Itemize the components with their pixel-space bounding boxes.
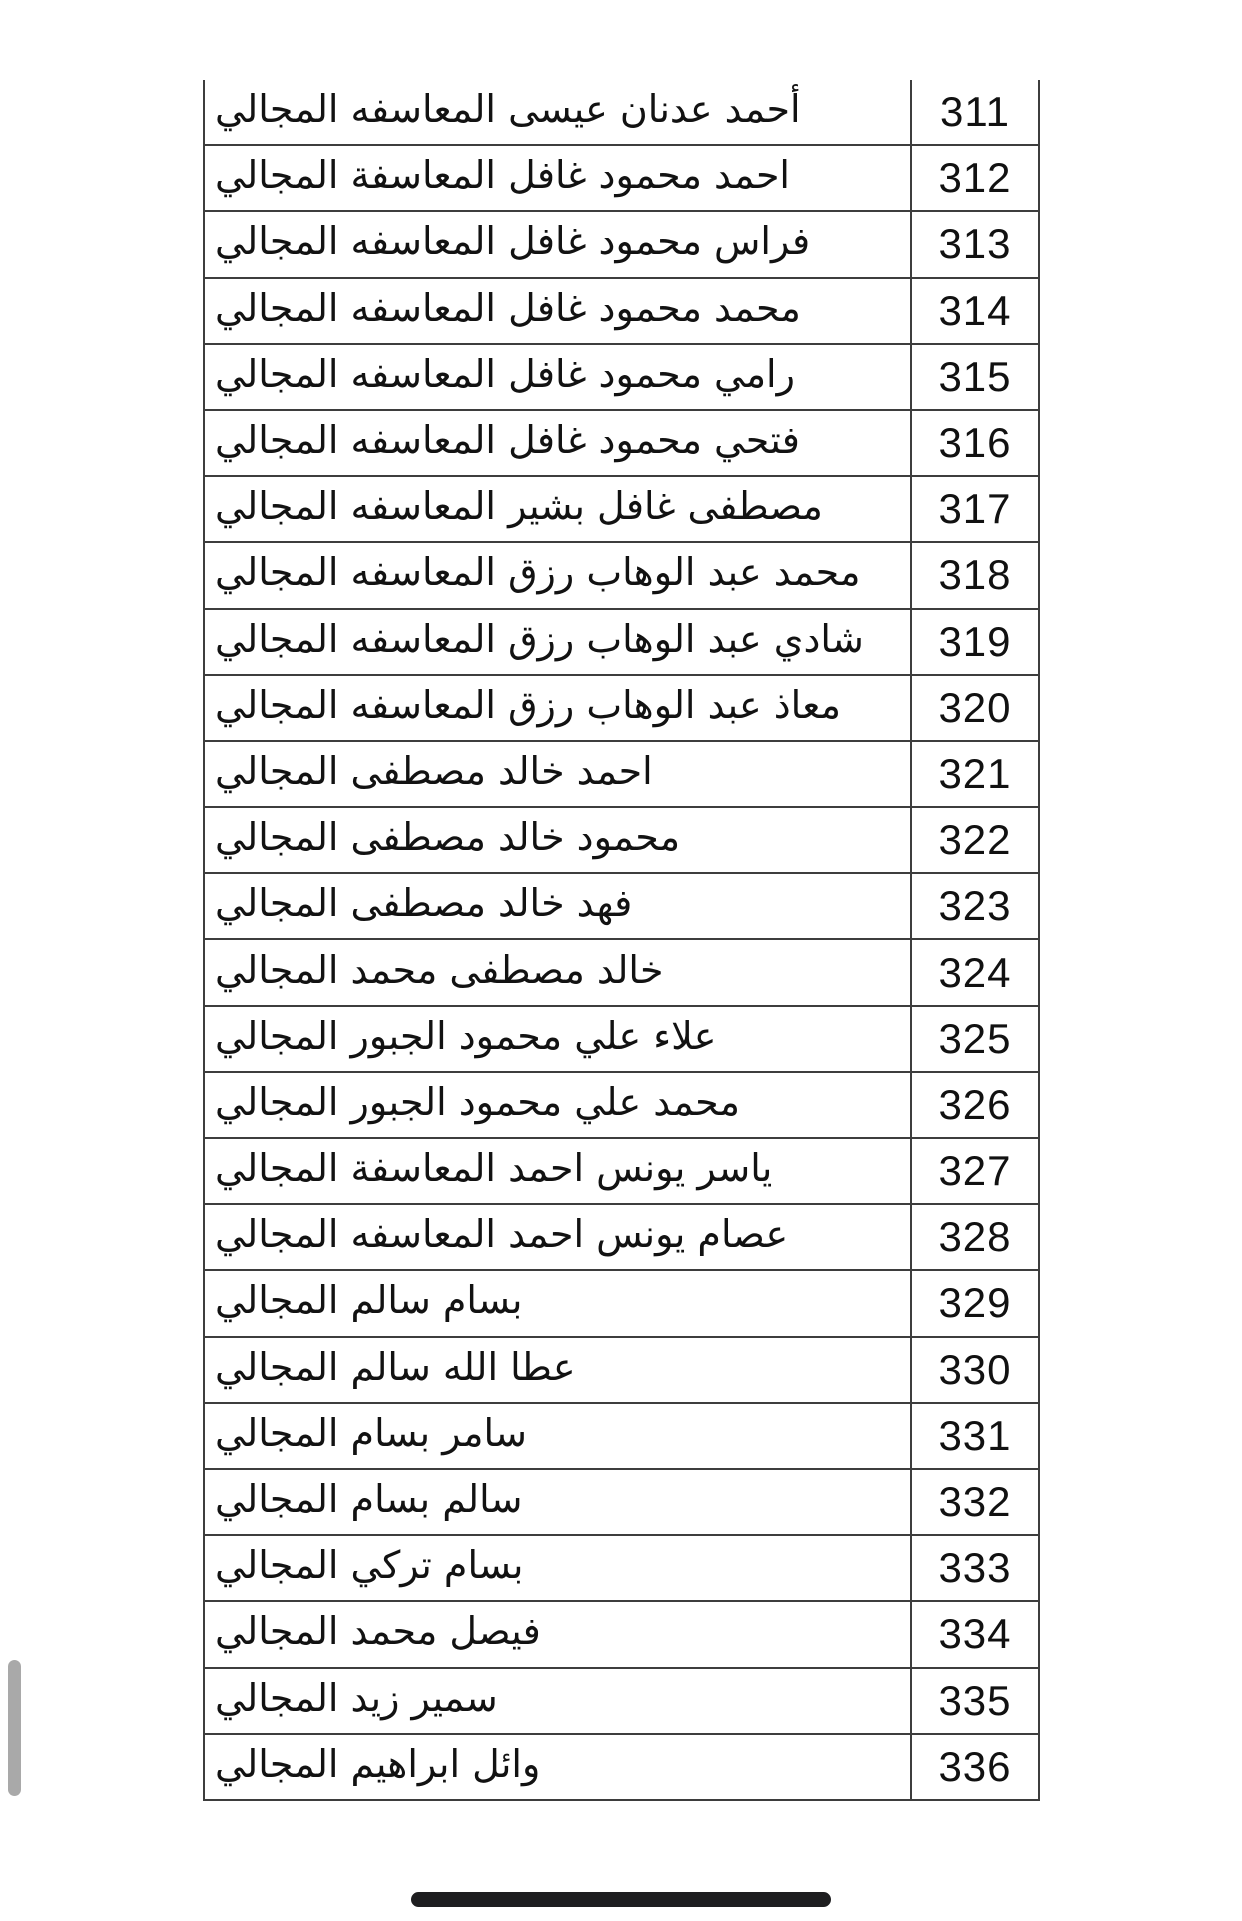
number-cell: 315	[910, 345, 1038, 409]
name-cell: خالد مصطفى محمد المجالي	[215, 947, 664, 992]
table-row	[205, 610, 1038, 676]
number-cell: 329	[910, 1271, 1038, 1335]
table-row	[205, 212, 1038, 278]
number-cell: 313	[910, 212, 1038, 276]
number-cell: 312	[910, 146, 1038, 210]
number-cell: 330	[910, 1338, 1038, 1402]
home-indicator[interactable]	[411, 1892, 831, 1907]
name-cell: فتحي محمود غافل المعاسفه المجالي	[215, 418, 800, 463]
name-cell: محمود خالد مصطفى المجالي	[215, 815, 681, 860]
table-row	[205, 1139, 1038, 1205]
table-row	[205, 345, 1038, 411]
number-cell: 323	[910, 874, 1038, 938]
name-cell: فراس محمود غافل المعاسفه المجالي	[215, 219, 811, 264]
table-row	[205, 1470, 1038, 1536]
table-row	[205, 742, 1038, 808]
name-cell: سمير زيد المجالي	[215, 1675, 498, 1720]
name-cell: عطا الله سالم المجالي	[215, 1344, 576, 1389]
number-cell: 326	[910, 1073, 1038, 1137]
name-cell: احمد محمود غافل المعاسفة المجالي	[215, 153, 790, 198]
number-cell: 318	[910, 543, 1038, 607]
name-cell: بسام سالم المجالي	[215, 1278, 523, 1323]
table-row	[205, 477, 1038, 543]
table-row	[205, 1735, 1038, 1799]
table-row	[205, 676, 1038, 742]
scrollbar-thumb[interactable]	[8, 1660, 21, 1796]
name-cell: محمد محمود غافل المعاسفه المجالي	[215, 285, 801, 330]
number-cell: 322	[910, 808, 1038, 872]
name-cell: فيصل محمد المجالي	[215, 1609, 541, 1654]
name-cell: مصطفى غافل بشير المعاسفه المجالي	[215, 484, 823, 529]
table-row	[205, 940, 1038, 1006]
number-cell: 332	[910, 1470, 1038, 1534]
number-cell: 334	[910, 1602, 1038, 1666]
number-cell: 336	[910, 1735, 1038, 1799]
number-cell: 316	[910, 411, 1038, 475]
name-cell: ياسر يونس احمد المعاسفة المجالي	[215, 1146, 773, 1191]
name-cell: محمد عبد الوهاب رزق المعاسفه المجالي	[215, 550, 861, 595]
table-row	[205, 279, 1038, 345]
table-row	[205, 874, 1038, 940]
roster-table	[203, 80, 1040, 1801]
number-cell: 321	[910, 742, 1038, 806]
name-cell: عصام يونس احمد المعاسفه المجالي	[215, 1212, 789, 1257]
name-cell: سامر بسام المجالي	[215, 1410, 527, 1455]
table-row	[205, 1669, 1038, 1735]
number-cell: 317	[910, 477, 1038, 541]
table-row	[205, 1073, 1038, 1139]
table-row	[205, 80, 1038, 146]
table-row	[205, 146, 1038, 212]
table-row	[205, 808, 1038, 874]
number-cell: 327	[910, 1139, 1038, 1203]
name-cell: وائل ابراهيم المجالي	[215, 1741, 541, 1786]
table-row	[205, 1205, 1038, 1271]
number-cell: 311	[910, 80, 1038, 144]
table-row	[205, 1338, 1038, 1404]
name-cell: فهد خالد مصطفى المجالي	[215, 881, 633, 926]
number-cell: 325	[910, 1007, 1038, 1071]
name-cell: شادي عبد الوهاب رزق المعاسفه المجالي	[215, 616, 864, 661]
number-cell: 314	[910, 279, 1038, 343]
number-cell: 328	[910, 1205, 1038, 1269]
number-cell: 331	[910, 1404, 1038, 1468]
name-cell: علاء علي محمود الجبور المجالي	[215, 1013, 717, 1058]
table-row	[205, 1536, 1038, 1602]
table-row	[205, 1404, 1038, 1470]
name-cell: معاذ عبد الوهاب رزق المعاسفه المجالي	[215, 682, 841, 727]
name-cell: احمد خالد مصطفى المجالي	[215, 748, 653, 793]
table-row	[205, 1602, 1038, 1668]
name-cell: سالم بسام المجالي	[215, 1477, 523, 1522]
name-cell: أحمد عدنان عيسى المعاسفه المجالي	[215, 87, 801, 132]
name-cell: رامي محمود غافل المعاسفه المجالي	[215, 351, 795, 396]
number-cell: 319	[910, 610, 1038, 674]
number-cell: 320	[910, 676, 1038, 740]
table-row	[205, 543, 1038, 609]
number-cell: 333	[910, 1536, 1038, 1600]
table-row	[205, 1271, 1038, 1337]
name-cell: بسام تركي المجالي	[215, 1543, 524, 1588]
number-cell: 324	[910, 940, 1038, 1004]
table-row	[205, 1007, 1038, 1073]
name-cell: محمد علي محمود الجبور المجالي	[215, 1079, 741, 1124]
table-row	[205, 411, 1038, 477]
number-cell: 335	[910, 1669, 1038, 1733]
